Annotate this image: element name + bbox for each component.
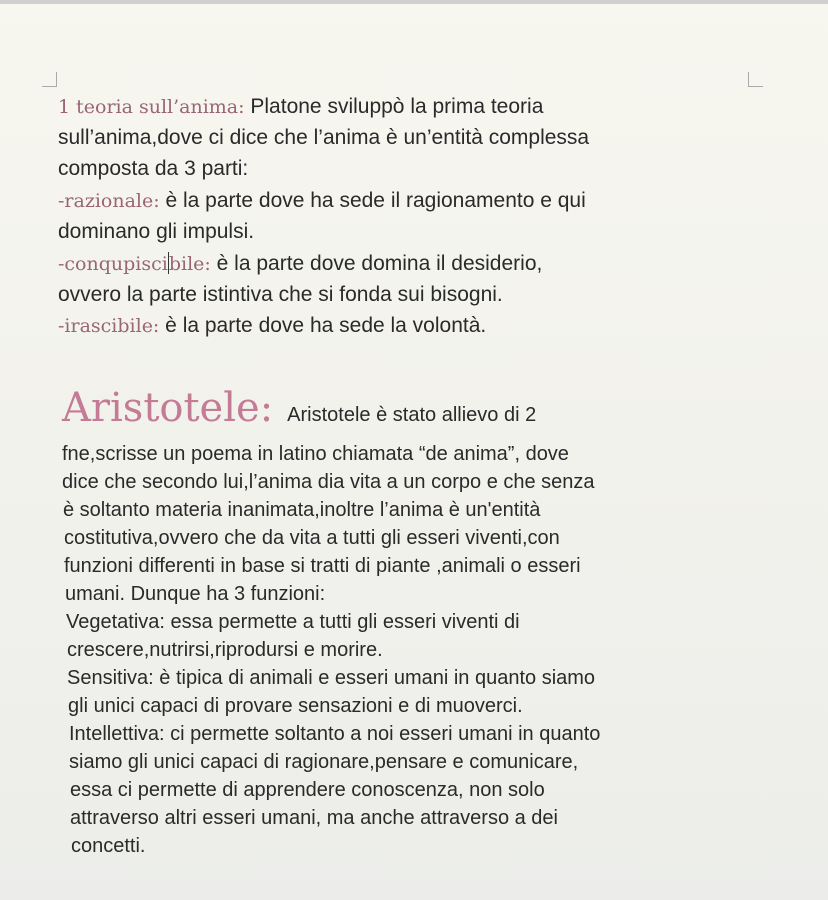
margin-corner-mark bbox=[748, 72, 763, 87]
text-line[interactable]: concetti. bbox=[71, 835, 146, 857]
text-line[interactable]: crescere,nutrirsi,riprodursi e morire. bbox=[67, 639, 383, 661]
text-line[interactable]: dominano gli impulsi. bbox=[58, 220, 255, 243]
text-line[interactable]: Sensitiva: è tipica di animali e esseri umani in quanto siamo bbox=[67, 667, 596, 689]
text-line[interactable]: è soltanto materia inanimata,inoltre l’anima è un'entità bbox=[63, 499, 541, 521]
text-line[interactable]: attraverso altri esseri umani, ma anche attraverso a dei bbox=[70, 807, 558, 829]
text-line[interactable] bbox=[62, 386, 536, 437]
text-line[interactable]: umani. Dunque ha 3 funzioni: bbox=[65, 583, 326, 605]
text-line[interactable]: Intellettiva: ci permette soltanto a noi esseri umani in quanto bbox=[69, 723, 601, 745]
text-line[interactable]: composta da 3 parti: bbox=[58, 157, 249, 180]
text-line[interactable]: funzioni differenti in base si tratti di piante ,animali o esseri bbox=[64, 555, 581, 577]
text-line[interactable]: ovvero la parte istintiva che si fonda sui bisogni. bbox=[58, 283, 503, 306]
term-label: 1 teoria sull’anima: bbox=[58, 96, 245, 118]
text: Aristotele è stato allievo di 2 bbox=[287, 404, 537, 426]
text-line[interactable] bbox=[58, 94, 543, 120]
text-line[interactable]: siamo gli unici capaci di ragionare,pensare e comunicare, bbox=[69, 751, 579, 773]
text: è la parte dove ha sede il ragionamento e qui bbox=[159, 189, 586, 212]
text-line[interactable] bbox=[58, 188, 586, 214]
term-label: -irascibile: bbox=[58, 315, 160, 337]
text: Platone sviluppò la prima teoria bbox=[244, 95, 544, 118]
text-line[interactable]: fne,scrisse un poema in latino chiamata “de anima”, dove bbox=[62, 443, 569, 465]
text-line[interactable]: gli unici capaci di provare sensazioni e di muoverci. bbox=[68, 695, 523, 717]
text-line[interactable]: Vegetativa: essa permette a tutti gli esseri viventi di bbox=[66, 611, 520, 633]
term-label: -razionale: bbox=[58, 190, 160, 212]
term-label: bile: bbox=[168, 253, 211, 275]
term-label: -conqupisci bbox=[58, 253, 168, 275]
text-line[interactable] bbox=[58, 251, 542, 277]
margin-corner-mark bbox=[42, 72, 57, 87]
text-line[interactable] bbox=[58, 313, 486, 339]
text: è la parte dove ha sede la volontà. bbox=[159, 314, 487, 337]
window-edge bbox=[0, 0, 828, 4]
text-line[interactable]: essa ci permette di apprendere conoscenza, non solo bbox=[70, 779, 545, 801]
text-line[interactable]: costitutiva,ovvero che da vita a tutti gli esseri viventi,con bbox=[64, 527, 560, 549]
text-line[interactable]: sull’anima,dove ci dice che l’anima è un’entità complessa bbox=[58, 126, 590, 149]
section-heading: Aristotele: bbox=[62, 385, 274, 431]
text-line[interactable]: dice che secondo lui,l’anima dia vita a un corpo e che senza bbox=[62, 471, 595, 493]
text: è la parte dove domina il desiderio, bbox=[210, 252, 543, 275]
